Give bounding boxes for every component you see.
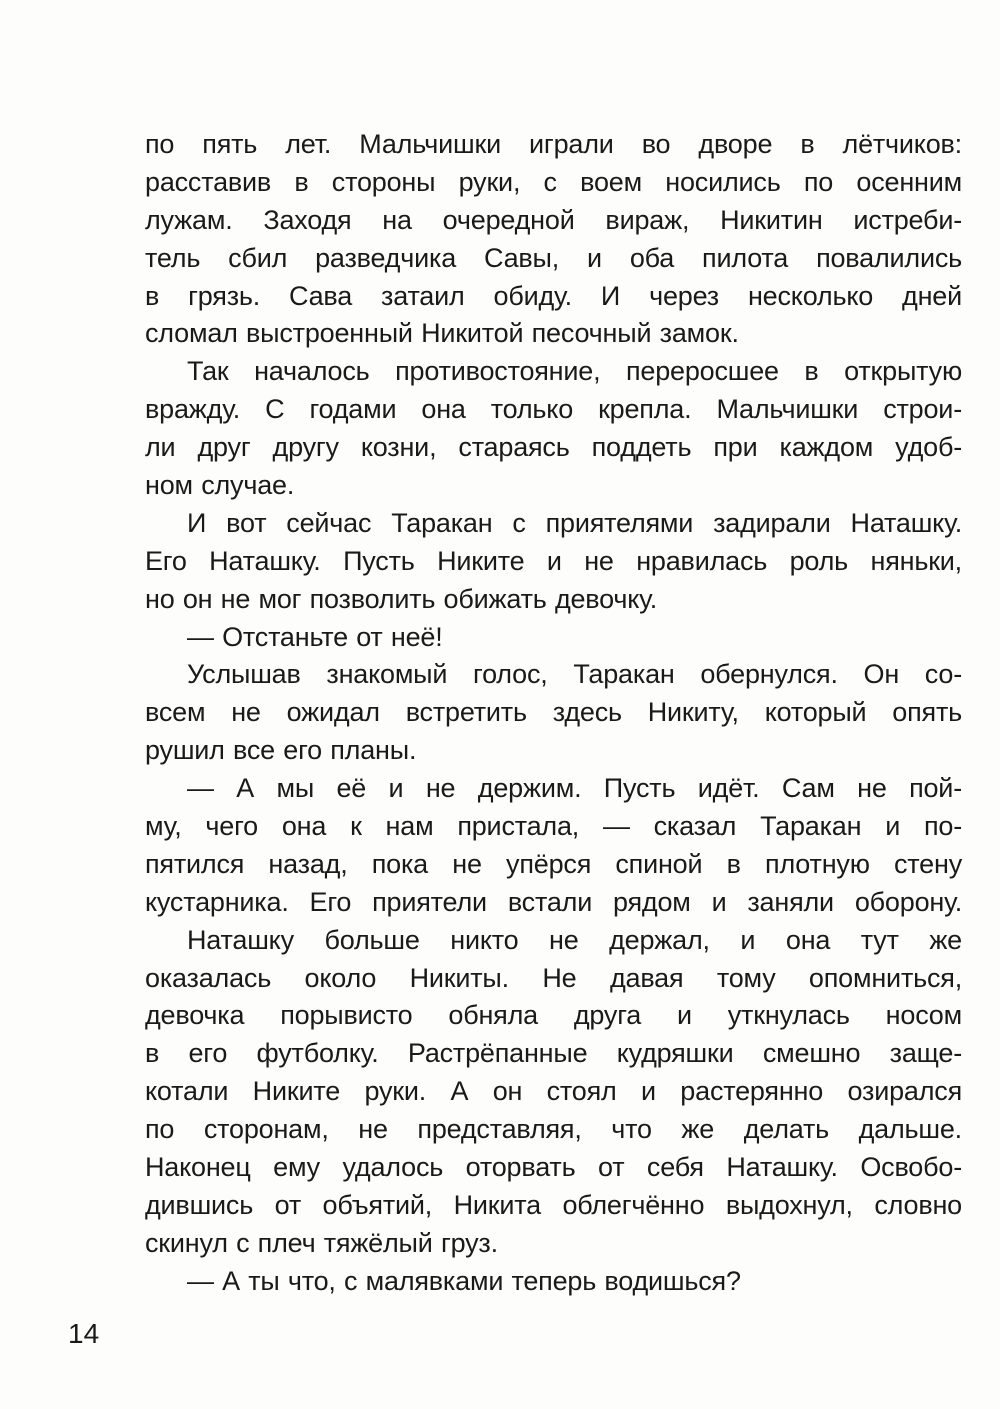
text-line: Услышав знакомый голос, Таракан обернулся. Он со-	[187, 659, 962, 690]
text-line: но он не мог позволить обижать девочку.	[145, 583, 658, 614]
text-line: — Отстаньте от неё!	[187, 621, 443, 652]
text-line: девочка порывисто обняла друга и уткнулась носом	[145, 1000, 962, 1031]
text-line: тель сбил разведчика Савы, и оба пилота повалились	[145, 242, 962, 273]
page-number: 14	[68, 1318, 100, 1349]
text-line: — А мы её и не держим. Пусть идёт. Сам не пой-	[187, 773, 962, 804]
text-line: му, чего она к нам пристала, — сказал Таракан и по-	[145, 811, 962, 842]
text-line: лужам. Заходя на очередной вираж, Никитин истреби-	[145, 204, 962, 235]
text-line: котали Никите руки. А он стоял и растерянно озирался	[145, 1076, 962, 1107]
text-line: по сторонам, не представляя, что же делать дальше.	[145, 1114, 962, 1145]
text-line: дившись от объятий, Никита облегчённо выдохнул, словно	[145, 1189, 962, 1220]
text-line: в грязь. Сава затаил обиду. И через несколько дней	[145, 280, 962, 311]
text-line: Его Наташку. Пусть Никите и не нравилась роль няньки,	[145, 545, 962, 576]
text-line: всем не ожидал встретить здесь Никиту, который опять	[145, 697, 962, 728]
text-line: вражду. С годами она только крепла. Мальчишки строи-	[145, 394, 962, 425]
text-line: пятился назад, пока не упёрся спиной в плотную стену	[145, 848, 962, 879]
text-line: в его футболку. Растрёпанные кудряшки смешно заще-	[145, 1038, 962, 1069]
text-line: рушил все его планы.	[145, 735, 417, 766]
text-line: И вот сейчас Таракан с приятелями задирали Наташку.	[187, 507, 962, 538]
text-line: по пять лет. Мальчишки играли во дворе в лётчиков:	[145, 129, 962, 159]
text-line: сломал выстроенный Никитой песочный замок.	[145, 318, 739, 349]
text-line: кустарника. Его приятели встали рядом и заняли оборону.	[145, 886, 962, 917]
text-line: оказалась около Никиты. Не давая тому опомниться,	[145, 962, 962, 993]
text-line: скинул с плеч тяжёлый груз.	[145, 1227, 498, 1258]
text-line: — А ты что, с малявками теперь водишься?	[187, 1265, 741, 1296]
text-line: ном случае.	[145, 470, 295, 501]
text-line: ли друг другу козни, стараясь поддеть при каждом удоб-	[145, 432, 962, 463]
text-line: Наташку больше никто не держал, и она тут же	[187, 924, 962, 955]
text-line: Так началось противостояние, переросшее в открытую	[187, 356, 962, 387]
text-line: расставив в стороны руки, с воем носились по осенним	[145, 166, 962, 197]
text-line: Наконец ему удалось оторвать от себя Наташку. Освобо-	[145, 1152, 962, 1183]
body-text	[145, 126, 962, 1301]
